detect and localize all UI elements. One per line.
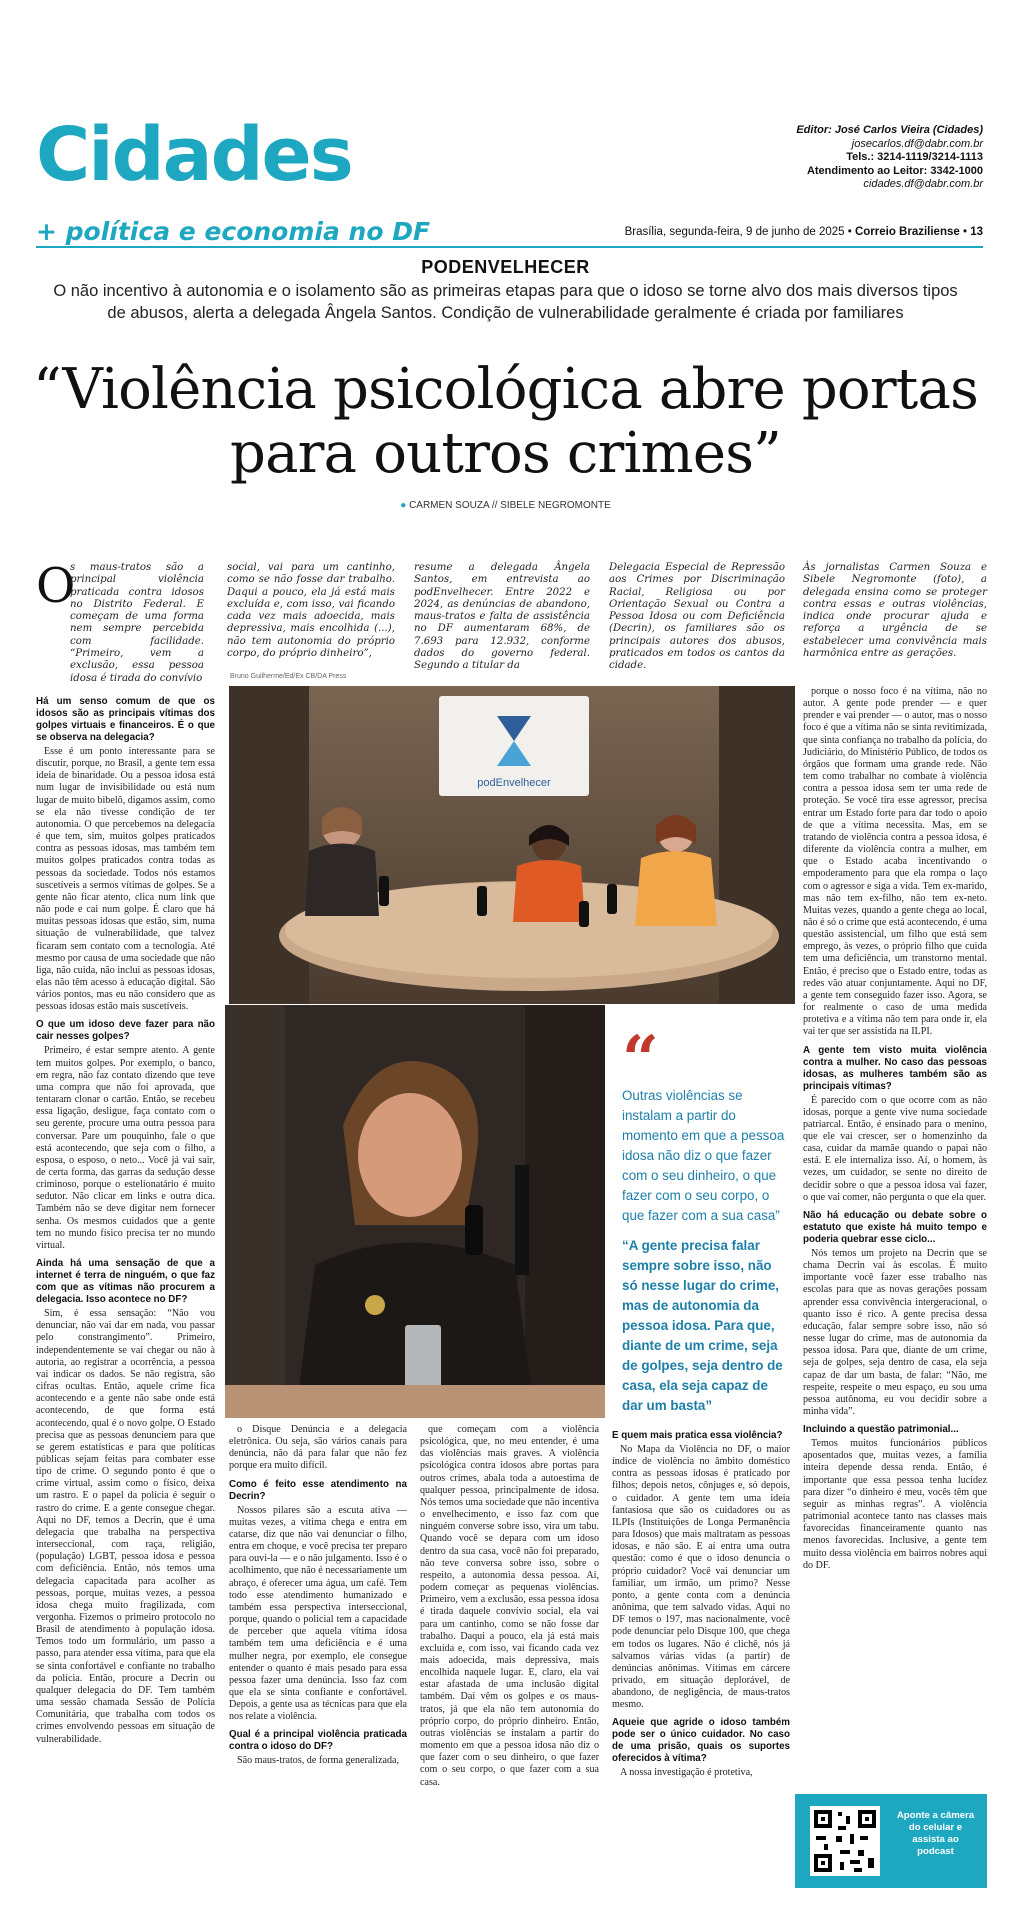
answer-paragraph: São maus-tratos, de forma generalizada,	[237, 1755, 399, 1767]
question-heading: Incluindo a questão patrimonial...	[803, 1424, 959, 1436]
question-heading: A gente tem visto muita violência contra a mulher. No caso das pessoas idosas, as mulheres também são as principais vítimas?	[803, 1044, 987, 1092]
answer-paragraph: Nossos pilares são a escuta ativa — muitas vezes, a vítima chega e entra em catarse, diz que não vai denunciar o filho, entra em choque, e você precisa ter preparo para ouvi-la — e o não julgamento. Isso é o acolhimento, que não é necessariamente um abraço, é oferecer uma água, um café. Tem todo esse atendimento humanizado e também essa perspectiva interseccional, porque, quando o policial tem a capacidade de perceber que aquela vítima idosa também tem uma deficiência e é uma mulher negra, por exemplo, ele consegue entender o quanto é mais pesado para essa pessoa fazer uma denúncia. Isso faz com que ela se sinta confiante e confortável. Depois, a gente usa as técnicas para que ela nos relate a violência.	[229, 1504, 407, 1723]
header-rule	[36, 246, 983, 248]
question-heading: Como é feito esse atendimento na Decrin?	[229, 1478, 407, 1502]
pull-quote-1: Outras violências se instalam a partir do momento em que a pessoa idosa não diz o que fazer com o seu dinheiro, o que fazer com o seu corpo, o que fazer com a sua casa”	[622, 1088, 785, 1223]
quote-mark-icon: “	[622, 1022, 659, 1097]
qr-code-icon[interactable]	[810, 1806, 880, 1876]
answer-paragraph: Primeiro, é estar sempre atento. A gente tem muitos golpes. Por exemplo, o banco, em regra, não faz contato dizendo que teve uma compra que não foi aprovada, que tentaram clonar o cartão. Então, se recebeu essa ligação, desligue, faça contato com o seu gerente, procure uma outra pessoa para conversar. Pare um pouquinho, fale o que está acontecendo, que seja com o filho, a esposa, o esposo, o neto... Você já vai sair, de certa forma, das garras da sedução desse criminoso, porque o estelionatário é muito sedutor. Não clicar em links e outra dica. Também não se deve digitar nem fornecer senha. Os mesmos cuidados que a gente tem no mundo físico precisa ter no mundo virtual.	[36, 1045, 215, 1251]
photo-credit: Bruno Guilherme/Ed/Ex CB/DA Press	[230, 673, 347, 680]
paper-name: Correio Braziliense	[854, 226, 960, 238]
answer-paragraph: Esse é um ponto interessante para se discutir, porque, no Brasil, a gente tem essa ideia de binaridade. Ou a pessoa idosa está num lugar de invisibilidade ou está num lugar de muito bibelô, digamos assim, como se ela não tivesse condição de ter autonomia. O que percebemos na delegacia é que tem, sim, muitos golpes praticados contra as pessoas idosas, mas também tem muitos golpes praticados contra todas as pessoas da sociedade. Todos nós estamos suscetíveis a sermos vítimas de golpes. Se a gente não ficar atento, clica num link que não pode e cai num golpe. É claro que há muitas pessoas idosas que estão, sim, numa situação de vulnerabilidade, que talvez ficaram sem contato com a tecnologia. Até mesmo por causa de uma sociedade que não liga, não cuida, não inclui as pessoas idosas, elas não têm acesso à educação digital. São vários pontos, mas eu não considero que as pessoas idosas estão mais suscetíveis.	[36, 746, 215, 1013]
question-heading: Ainda há uma sensação de que a internet é terra de ninguém, o que faz com que as vítimas não procurem a delegacia. Isso acontece no DF?	[36, 1258, 215, 1306]
question-heading: Não há educação ou debate sobre o estatuto que existe há muito tempo e poderia quebrar esse ciclo...	[803, 1209, 987, 1245]
intro-col-1: s maus-tratos são a principal violência praticada contra idosos no Distrito Federal. E começam de uma forma nem sempre percebida com facilidade. “Primeiro, vem a exclusão, essa pessoa idosa é tirada do convívio	[70, 562, 204, 684]
column-left	[36, 690, 215, 1880]
subhead: O não incentivo à autonomia e o isolamento são as primeiras etapas para que o idoso se torne alvo dos mais diversos tipos de abusos, alerta a delegada Ângela Santos. Condição de vulnerabilidade geralmente é criada por familiares	[53, 282, 958, 322]
question-heading: Há um senso comum de que os idosos são as principais vítimas dos golpes virtuais e financeiros. É o que se observa na delegacia?	[36, 696, 215, 743]
studio-photo	[229, 686, 795, 1004]
pull-quote-2: “A gente precisa falar sempre sobre isso, não só nesse lugar do crime, mas de autonomia da pessoa idosa. Para que, diante de um crime, seja de golpes, seja dentro de casa, ela seja capaz de dar um basta”	[622, 1238, 783, 1413]
answer-paragraph: É parecido com o que ocorre com as não idosas, porque a gente vive numa sociedade patriarcal. Então, é ensinado para o menino, que ele vai crescer, ser o homenzinho da casa, cuidar da mamãe quando o papai não está. E ele internaliza isso. Aí, o homem, às vezes, um cuidador, se sente no direito de decidir sobre o que a pessoa idosa vai fazer, o que vai comer, não pergunta o que ela quer.	[803, 1094, 987, 1203]
question-heading: Aqueie que agride o idoso também pode ser o único cuidador. No caso de uma prisão, quais os suportes oferecidos à vítima?	[612, 1717, 790, 1765]
byline: ● CARMEN SOUZA // SIBELE NEGROMONTE	[400, 500, 611, 511]
section-subtitle: + política e economia no DF	[36, 217, 431, 246]
column-mid-2	[420, 1424, 599, 1884]
editor-box	[796, 124, 983, 192]
column-right	[803, 686, 987, 1786]
drop-cap: O	[36, 558, 76, 614]
page-number: 13	[970, 226, 983, 238]
editor-phones: Tels.: 3214-1119/3214-1113	[846, 151, 983, 163]
question-heading: Qual é a principal violência praticada contra o idoso do DF?	[229, 1729, 407, 1753]
editor-email[interactable]: josecarlos.df@dabr.com.br	[851, 137, 983, 150]
reader-service: Atendimento ao Leitor: 3342-1000	[806, 164, 983, 177]
answer-paragraph: A nossa investigação é protetiva,	[620, 1767, 753, 1779]
intro-col-3: resume a delegada Ângela Santos, em entrevista ao podEnvelhecer. Entre 2022 e 2024, as denúncias de abandono, maus-tratos e falta de assistência no DF aumentaram 68%, de 7.693 para 12.932, conforme dados do governo federal. Segundo a titular da	[414, 562, 590, 672]
answer-paragraph: No Mapa da Violência no DF, o maior índice de violência no âmbito doméstico contra as pessoas idosas é praticado por filhos; depois netos, cônjuges e, só depois, o cuidador. A gente tem uma ideia fantasiosa que são os cuidadores ou as ILPIs (Instituições de Longa Permanência para Idosos) que mais maltratam as pessoas idosas, e não são. E aí entra uma outra questão: como é que o idoso denuncia o próprio cuidador? Você vai denunciar um familiar, um irmão, um primo? Nesse ponto, a gente conta com a denúncia anônima, que tem salvado vidas. Aqui no DF temos o 197, mas nacionalmente, você pode denunciar pelo Disque 100, que chega em todos os lugares. Não é clichê, nós já salvamos várias vidas (a partir) de denúncias anônimas. Vítimas em cárcere privado, em situação deplorável, de abandono, de negligência, de maus-tratos mesmo.	[612, 1444, 790, 1711]
cidades-email[interactable]: cidades.df@dabr.com.br	[863, 178, 983, 190]
portrait-photo	[225, 1005, 605, 1418]
editor-name: Editor: José Carlos Vieira (Cidades)	[796, 124, 983, 136]
section-title: Cidades	[36, 112, 352, 198]
answer-paragraph: porque o nosso foco é na vítima, não no autor. A gente pode prender — e quer prender e vai prender — o autor, mas o nosso foco é que a vítima não se sinta revitimizada, que sinta confiança no trabalho da polícia, do Judiciário, do Ministério Público, de todos os órgãos que formam uma grande rede. Não tem como trabalhar no combate à violência contra a pessoa idosa sem ter uma rede de proteção. Se você tira esse agressor, precisa entrar um Estado forte para dar todo o apoio de que a vítima necessita. Mas, em se tratando de violência contra a pessoa idosa, é diferente da violência contra a mulher, em que o Estado acaba incentivando o empoderamento para que ela rompa o laço com o agressor e siga a vida. Tem ex-marido, mas não tem ex-filho, não tem ex-neto. Muitas vezes, quando a gente chega ao local, não é só o crime que está acontecendo, é uma questão assistencial, um filho que está sem emprego, às vezes, o próprio filho que cuida tem uma deficiência, um transtorno mental. Então, é preciso que o Estado entre, todas as redes vão atuar conjuntamente. Aqui no DF, a gente tem conseguido fazer isso. Agora, se for realmente o caso de uma medida protetiva e a vítima não tem para onde ir, ela vai ter que ser assistida na ILPI.	[803, 686, 987, 1038]
police-badge-icon	[365, 1295, 385, 1315]
date-text: Brasília, segunda-feira, 9 de junho de 2025	[624, 226, 845, 238]
answer-paragraph: Sim, é essa sensação: “Não vou denunciar, não vai dar em nada, vou passar pelo constrangimento”. Primeiro, independentemente se vai chegar ou não à autoria, ao registrar a ocorrência, a pessoa vai indicar os dados. Se não registra, são cifras ocultas. Então, aquele crime fica acontecendo e a gente não sabe onde está acontecendo, de que forma está acontecendo, qual é o novo golpe. O Estado precisa que as pessoas denunciem para que se gerem estatísticas e para que políticas públicas sejam feitas para combater esse tipo de crime. O segundo ponto é que o crime virtual, assim como o físico, deixa um rastro. E o papel da polícia é seguir o rastro do crime. E a gente consegue chegar. Aqui no DF, temos a Decrin, que é uma delegacia que trabalha na perspectiva interseccional, com raça, religião, (população) LGBT, pessoa idosa e pessoa com deficiência. Então, nós temos uma delegacia capacitada para acolher as pessoas, porque, muitas vezes, a pessoa idosa chega muito fragilizada, com vergonha. Fizemos o primeiro protocolo no Brasil de atendimento à população idosa. Temos todo um formulário, um passo a passo, para atender essa vítima, para que ela se sinta confortável e confiante no trabalho da polícia. Então, procure a Decrin ou qualquer delegacia do DF. Tem também uma sessão chamada Sessão de Polícia Comunitária, que trabalha com todos os crimes envolvendo pessoas em situação de vulnerabilidade.	[36, 1308, 215, 1745]
byline-names: CARMEN SOUZA // SIBELE NEGROMONTE	[409, 500, 611, 511]
answer-paragraph: que começam com a violência psicológica, que, no meu entender, é uma das violências mais graves. A violência psicológica contra idosos abre portas para outros crimes, abala toda a autoestima de qualquer pessoa, principalmente de idosa. Nós temos uma sociedade que não incentiva o envelhecimento, e isso faz com que ninguém converse sobre isso, vira um tabu. Quando você se depara com um idoso dentro da sua casa, você não foi preparado, não teve conversa sobre isso, sobre o respeito, a autonomia dessa pessoa. Aí, podem começar as pequenas violências. Primeiro, vem a exclusão, essa pessoa idosa é tirada daquele convívio social, ela vai para um cantinho, como se não fosse dar trabalho. Daqui a pouco, ela já está mais excluída e, com isso, vai ficando cada vez mais adoecida, mais depressiva, mais encolhida naquele lugar. E, claro, ela vai estar afastada de uma inclusão digital também. Daí vêm os golpes e os maus-tratos, já que ela não tem autonomia do próprio corpo, do próprio dinheiro. Então, outras violências se instalam a partir do momento em que a pessoa idosa não diz o que fazer com o seu dinheiro, o que fazer com o seu corpo, o que fazer com a sua casa.	[420, 1424, 599, 1788]
kicker: PODENVELHECER	[421, 257, 590, 277]
column-mid-3	[612, 1424, 790, 1884]
intro-col-4: Delegacia Especial de Repressão aos Crimes por Discriminação Racial, Religiosa ou por Orientação Sexual ou Contra a Pessoa Idosa ou com Deficiência (Decrin), os familiares são os principais autores dos abusos, praticados em todos os cantos da cidade.	[609, 562, 785, 672]
podcast-logo-text: podEnvelhecer	[477, 777, 551, 789]
answer-paragraph: Temos muitos funcionários públicos aposentados que, muitas vezes, a família inteira depende dessa renda. Então, é importante que essa pessoa tenha lucidez para dizer “o dinheiro é meu, vocês têm que seguir as minhas regras”. A violência patrimonial acontece tanto nas classes mais favorecidas financeiramente quanto nas menos favorecidas. Inclusive, a gente tem muito dessa violência em bairros nobres aqui do DF.	[803, 1438, 987, 1571]
dateline: Brasília, segunda-feira, 9 de junho de 2025 • Correio Braziliense • 13	[624, 226, 983, 238]
qr-caption: Aponte a câmera do celular e assista ao podcast	[896, 1810, 975, 1857]
question-heading: E quem mais pratica essa violência?	[612, 1430, 783, 1441]
answer-paragraph: o Disque Denúncia e a delegacia eletrônica. Ou seja, são vários canais para denúncia, não dá para falar que não fez porque era muito difícil.	[229, 1424, 407, 1472]
answer-paragraph: Nós temos um projeto na Decrin que se chama Decrin vai às escolas. É muito importante você fazer esse trabalho nas escolas para que as novas gerações possam aprender essa convivência intergeracional, o quanto isso é rico. A gente precisa dessa educação, falar sempre sobre isso, não só nesse lugar do crime, mas de autonomia da pessoa idosa. Para que, diante de um crime, seja de golpes, seja dentro de casa, ela seja capaz de dar um basta, de falar: “Não, me respeite, respeite o meu espaço, eu sou uma pessoa autônoma, eu vou decidir sobre a minha vida”.	[803, 1247, 987, 1417]
headline: “Violência psicológica abre portas para outros crimes”	[32, 357, 979, 486]
intro-col-5: Às jornalistas Carmen Souza e Sibele Negromonte (foto), a delegada ensina como se proteger contra essas e outras violências, indica onde procurar ajuda e reforça a urgência de se estabelecer uma convivência mais harmônica entre as gerações.	[803, 562, 987, 660]
intro-col-2: social, vai para um cantinho, como se não fosse dar trabalho. Daqui a pouco, ela já está mais excluída e, com isso, vai ficando cada vez mais adoecida, mais depressiva, mais encolhida (...), não tem autonomia do próprio corpo, do próprio dinheiro”,	[227, 562, 395, 660]
column-mid-1	[229, 1424, 407, 1884]
question-heading: O que um idoso deve fazer para não cair nesses golpes?	[36, 1019, 215, 1043]
